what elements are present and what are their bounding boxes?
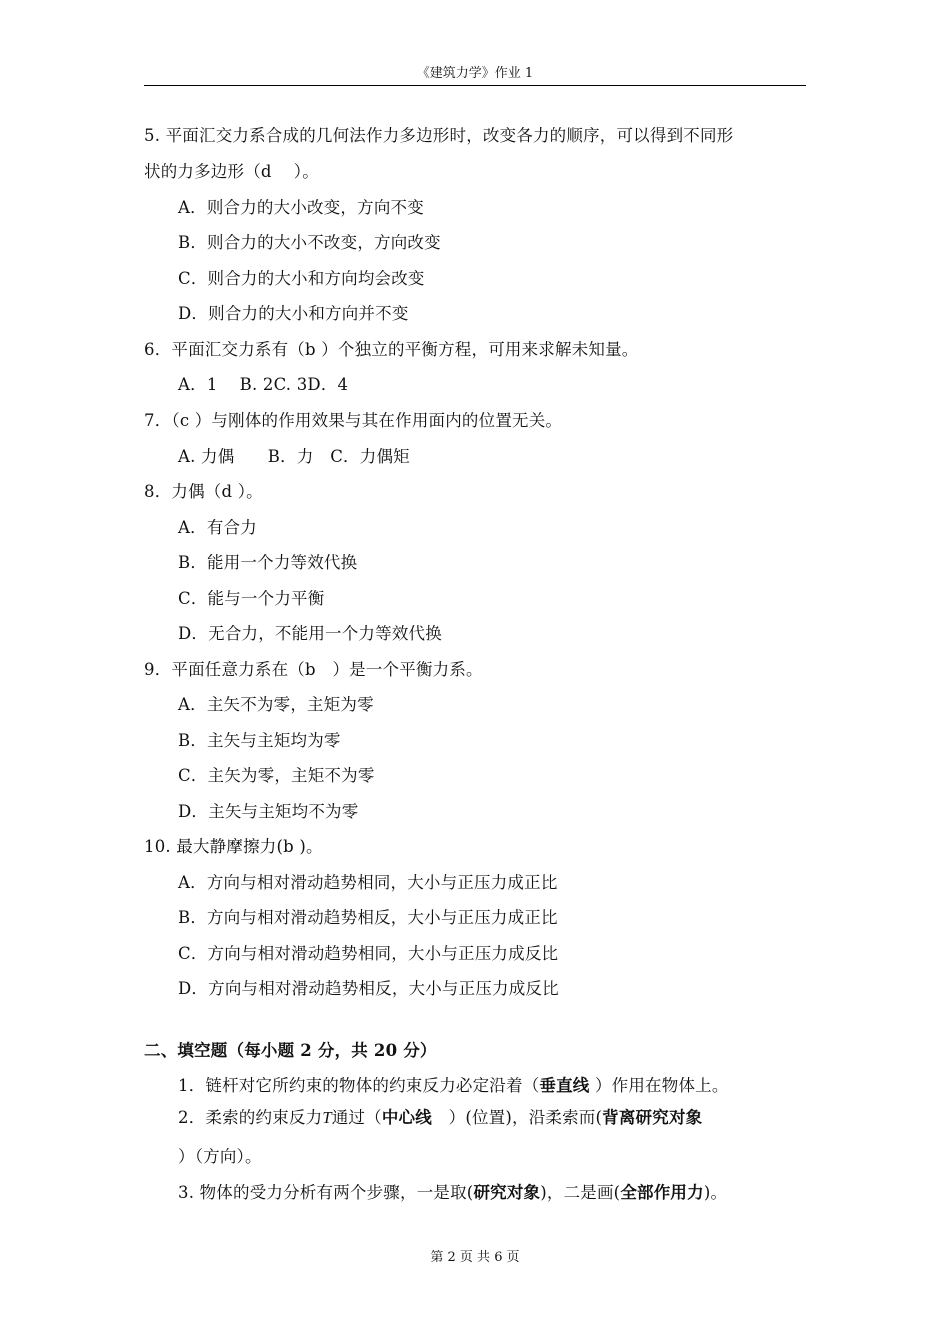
q5-option-c: C．则合力的大小和方向均会改变: [178, 269, 425, 288]
q9-option-c: C．主矢为零，主矩不为零: [178, 766, 375, 785]
fill-item-1-suffix: ）作用在物体上。: [589, 1076, 729, 1095]
header-title: 《建筑力学》作业 1: [416, 66, 534, 81]
q5-option-a: A．则合力的大小改变，方向不变: [178, 198, 424, 217]
fill-item-1-answer: 垂直线: [539, 1076, 590, 1095]
q8-text: 8．力偶（d ）。: [144, 482, 263, 501]
fill-item-2-prefix: 2．柔索的约束反力: [178, 1108, 323, 1127]
q6-options: A．1 B. 2C. 3D．4: [178, 375, 349, 394]
fill-item-2-line2: ）（方向）。: [178, 1147, 262, 1166]
fill-item-3: [178, 1182, 727, 1204]
fill-item-3-suffix: )。: [703, 1183, 728, 1202]
q5-option-d: D．则合力的大小和方向并不变: [178, 304, 409, 323]
q8-option-b: B．能用一个力等效代换: [178, 553, 358, 572]
q7-text: 7．（c ）与刚体的作用效果与其在作用面内的位置无关。: [144, 411, 563, 430]
q8-option-c: C．能与一个力平衡: [178, 589, 325, 608]
q6-text: 6．平面汇交力系有（b ）个独立的平衡方程，可用来求解未知量。: [144, 340, 639, 359]
fill-item-2-mid2: ）(位置)，沿柔索而(: [431, 1108, 603, 1127]
q10-option-a: A．方向与相对滑动趋势相同，大小与正压力成正比: [178, 873, 558, 892]
fill-item-3-prefix: 3. 物体的受力分析有两个步骤，一是取(: [178, 1183, 474, 1202]
q9-option-a: A．主矢不为零，主矩为零: [178, 695, 374, 714]
fill-item-2-mid1: 通过（: [331, 1108, 382, 1127]
fill-item-3-answer1: 研究对象: [473, 1183, 541, 1202]
q5-option-b: B．则合力的大小不改变，方向改变: [178, 233, 441, 252]
section2-title: 二、填空题（每小题 2 分，共 20 分）: [144, 1041, 437, 1060]
fill-item-3-answer2: 全部作用力: [620, 1183, 704, 1202]
fill-item-3-mid: )，二是画(: [540, 1183, 621, 1202]
fill-item-2-variable: T: [322, 1108, 332, 1127]
fill-item-2-answer1: 中心线: [381, 1108, 432, 1127]
q10-option-b: B．方向与相对滑动趋势相反，大小与正压力成正比: [178, 908, 558, 927]
q5-line1: 5. 平面汇交力系合成的几何法作力多边形时，改变各力的顺序，可以得到不同形: [144, 126, 734, 145]
fill-item-2: [178, 1107, 702, 1129]
q10-text: 10. 最大静摩擦力(b )。: [144, 837, 323, 856]
q7-options: A. 力偶 B．力 C．力偶矩: [178, 447, 410, 466]
fill-item-2-answer2: 背离研究对象: [602, 1108, 703, 1127]
q9-option-d: D．主矢与主矩均不为零: [178, 802, 359, 821]
q8-option-a: A．有合力: [178, 518, 257, 537]
q9-option-b: B．主矢与主矩均为零: [178, 731, 341, 750]
fill-item-1-prefix: 1．链杆对它所约束的物体的约束反力必定沿着（: [178, 1076, 540, 1095]
header-rule: [144, 85, 806, 86]
q8-option-d: D．无合力，不能用一个力等效代换: [178, 624, 442, 643]
q9-text: 9．平面任意力系在（b ）是一个平衡力系。: [144, 660, 483, 679]
q10-option-d: D．方向与相对滑动趋势相反，大小与正压力成反比: [178, 979, 559, 998]
q5-line2: 状的力多边形（d ）。: [144, 162, 319, 181]
page-footer: 第 2 页 共 6 页: [430, 1250, 520, 1265]
q10-option-c: C．方向与相对滑动趋势相同，大小与正压力成反比: [178, 944, 559, 963]
fill-item-1: [178, 1075, 729, 1097]
